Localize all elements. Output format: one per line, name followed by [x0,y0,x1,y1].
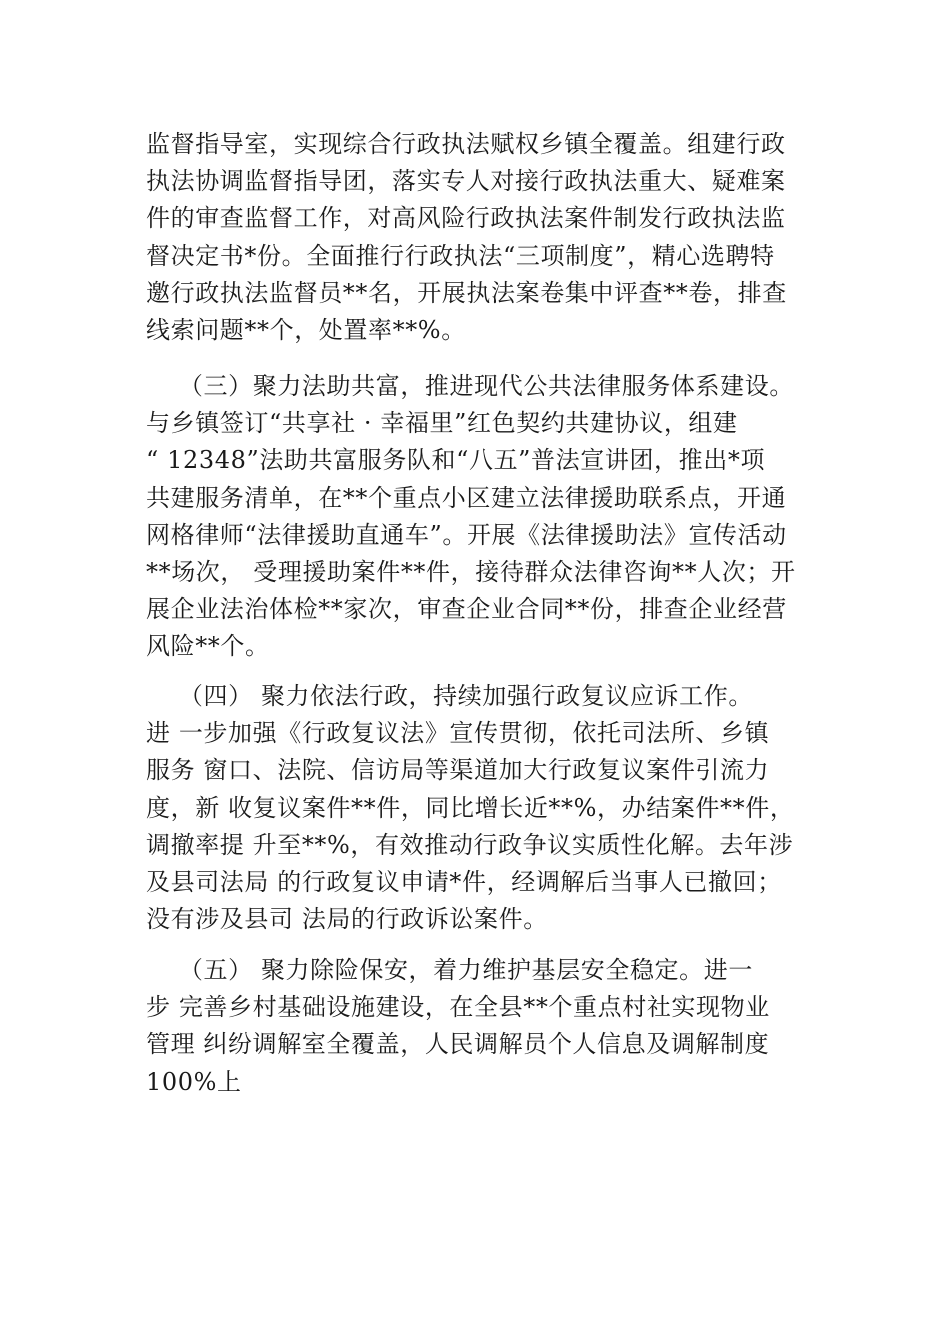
text-line: 与乡镇签订“共享社 · 幸福里”红色契约共建协议，组建 [146,409,738,438]
text-line: 邀行政执法监督员**名，开展执法案卷集中评查**卷，排查 [146,278,787,307]
section-heading-line: （三）聚力法助共富，推进现代公共法律服务体系建设。 [146,372,794,400]
text-line: 件的审查监督工作，对高风险行政执法案件制发行政执法监 [146,204,786,233]
text-line: 监督指导室，实现综合行政执法赋权乡镇全覆盖。组建行政 [146,130,786,158]
text-line: 度，新 收复议案件**件，同比增长近**%，办结案件**件， [146,793,795,822]
text-line: 进 一步加强《行政复议法》宣传贯彻，依托司法所、乡镇 [146,719,770,748]
section-heading-line: （四） 聚力依法行政，持续加强行政复议应诉工作。 [146,682,753,710]
text-line: 共建服务清单，在**个重点小区建立法律援助联系点，开通 [146,483,787,512]
paragraph-section-three [146,368,826,666]
text-line: 服务 窗口、法院、信访局等渠道加大行政复议案件引流力 [146,756,770,785]
text-line: 没有涉及县司 法局的行政诉讼案件。 [146,905,548,934]
paragraph-section-four [146,678,826,938]
section-heading-line: （五） 聚力除险保安，着力维护基层安全稳定。进一 [146,956,753,984]
text-line: 网格律师“法律援助直通车”。开展《法律援助法》宣传活动 [146,520,787,549]
text-line: “ 12348”法助共富服务队和“八五”普法宣讲团，推出*项 [146,446,766,475]
text-line: 调撤率提 升至**%，有效推动行政争议实质性化解。去年涉 [146,830,794,859]
text-line: 展企业法治体检**家次，审查企业合同**份，排查企业经营 [146,595,787,624]
paragraph-supervision [146,126,826,349]
text-line: 步 完善乡村基础设施建设，在全县**个重点村社实现物业 [146,993,770,1022]
text-line: 执法协调监督指导团，落实专人对接行政执法重大、疑难案 [146,167,786,196]
text-line: 线索问题**个，处置率**%。 [146,315,466,344]
text-line: 及县司法局 的行政复议申请*件，经调解后当事人已撤回； [146,867,782,896]
text-line: 管理 纠纷调解室全覆盖，人民调解员个人信息及调解制度 [146,1030,770,1059]
text-line: 督决定书*份。全面推行行政执法“三项制度”，精心选聘特 [146,241,775,270]
text-line: 100%上 [146,1067,242,1096]
paragraph-section-five [146,952,826,1101]
text-line: **场次， 受理援助案件**件，接待群众法律咨询**人次；开 [146,557,796,586]
text-line: 风险**个。 [146,632,270,661]
